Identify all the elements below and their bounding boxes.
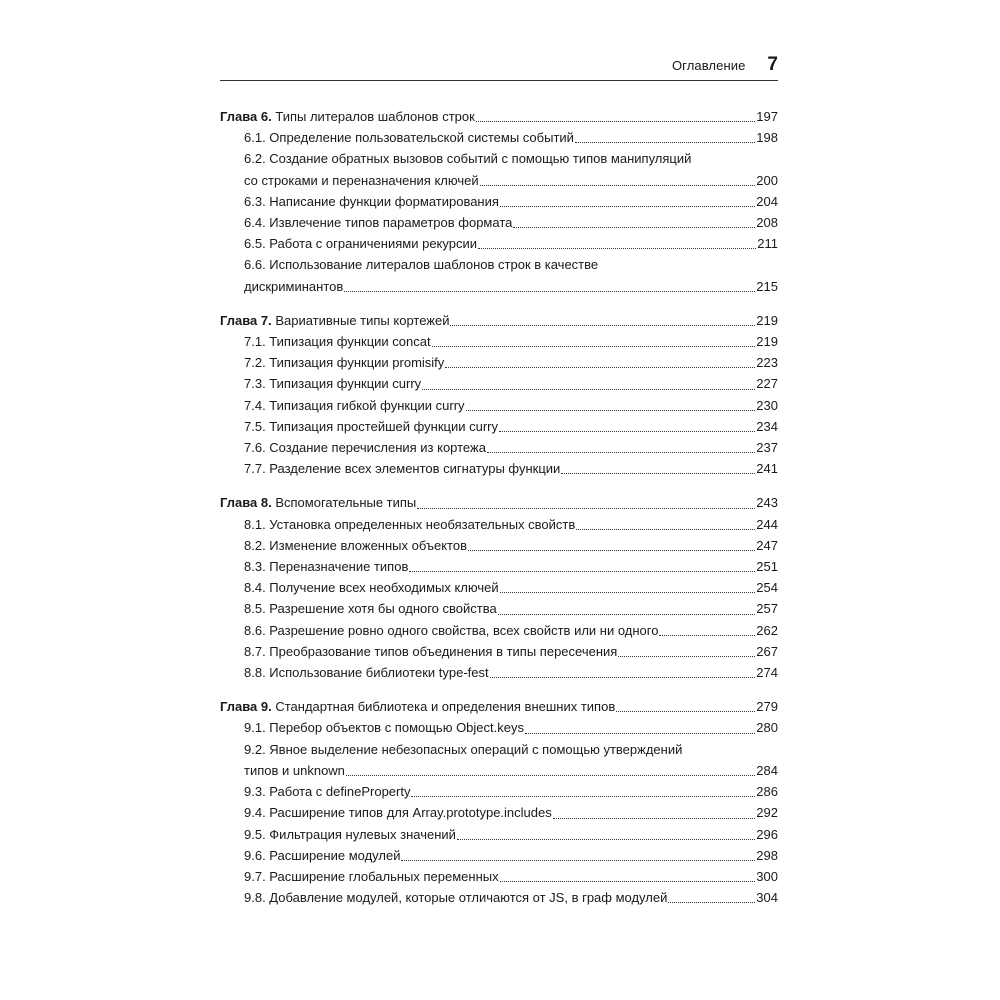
section-page: 257 xyxy=(756,601,778,617)
dot-leader xyxy=(422,388,755,390)
section-entry[interactable] xyxy=(220,641,778,662)
section-title: 8.6. Разрешение ровно одного свойства, всех свойств или ни одного xyxy=(244,622,659,638)
chapter-title: Типы литералов шаблонов строк xyxy=(275,109,475,124)
section-page: 219 xyxy=(756,334,778,350)
section-page: 254 xyxy=(756,580,778,596)
dot-leader xyxy=(476,120,755,122)
chapter-page: 279 xyxy=(756,699,778,715)
dot-leader xyxy=(480,184,756,186)
dot-leader xyxy=(490,676,756,678)
chapter-page: 243 xyxy=(756,495,778,511)
dot-leader xyxy=(659,634,755,636)
dot-leader xyxy=(575,141,755,143)
section-entry[interactable] xyxy=(220,620,778,641)
section-page: 198 xyxy=(756,130,778,146)
dot-leader xyxy=(668,901,755,903)
section-entry[interactable] xyxy=(220,331,778,352)
table-of-contents xyxy=(220,106,778,921)
chapter-block xyxy=(220,310,778,480)
section-page: 215 xyxy=(756,278,778,294)
section-entry[interactable] xyxy=(220,577,778,598)
section-title: 9.4. Расширение типов для Array.prototype.includes xyxy=(244,805,552,821)
section-page: 298 xyxy=(756,847,778,863)
chapter-block xyxy=(220,106,778,297)
section-page: 296 xyxy=(756,826,778,842)
section-entry[interactable] xyxy=(220,233,778,254)
section-title: 9.8. Добавление модулей, которые отличаются от JS, в граф модулей xyxy=(244,890,668,906)
section-title: 7.3. Типизация функции curry xyxy=(244,376,422,392)
section-entry[interactable] xyxy=(220,824,778,845)
dot-leader xyxy=(561,472,755,474)
dot-leader xyxy=(500,591,756,593)
section-entry[interactable] xyxy=(220,458,778,479)
dot-leader xyxy=(576,528,755,530)
section-entry[interactable] xyxy=(220,598,778,619)
section-entry[interactable] xyxy=(220,717,778,738)
section-title: 6.4. Извлечение типов параметров формата xyxy=(244,215,513,231)
section-page: 286 xyxy=(756,784,778,800)
section-title: 9.3. Работа с defineProperty xyxy=(244,784,411,800)
header-rule xyxy=(220,80,778,81)
section-title: 6.5. Работа с ограничениями рекурсии xyxy=(244,236,477,252)
section-entry[interactable] xyxy=(220,276,778,297)
dot-leader xyxy=(618,655,755,657)
section-entry[interactable] xyxy=(220,662,778,683)
chapter-label: Глава 6. xyxy=(220,109,272,124)
section-title: 9.1. Перебор объектов с помощью Object.keys xyxy=(244,720,524,736)
section-entry[interactable] xyxy=(220,170,778,191)
chapter-title-wrap xyxy=(220,310,449,331)
chapter-block xyxy=(220,696,778,908)
section-entry[interactable] xyxy=(220,127,778,148)
dot-leader xyxy=(344,290,755,292)
dot-leader xyxy=(417,507,755,509)
dot-leader xyxy=(498,613,756,615)
chapter-page: 219 xyxy=(756,312,778,328)
section-entry[interactable] xyxy=(220,352,778,373)
section-page: 284 xyxy=(756,762,778,778)
dot-leader xyxy=(409,570,755,572)
section-entry[interactable] xyxy=(220,373,778,394)
section-title: 8.1. Установка определенных необязательных свойств xyxy=(244,516,576,532)
section-entry[interactable] xyxy=(220,802,778,823)
section-page: 247 xyxy=(756,537,778,553)
dot-leader xyxy=(457,838,755,840)
chapter-entry[interactable] xyxy=(220,492,778,513)
section-title: 8.8. Использование библиотеки type-fest xyxy=(244,665,489,681)
page-number: 7 xyxy=(767,54,778,75)
dot-leader xyxy=(500,880,756,882)
dot-leader xyxy=(432,345,756,347)
section-page: 234 xyxy=(756,418,778,434)
section-title: 7.2. Типизация функции promisify xyxy=(244,355,445,371)
section-entry[interactable] xyxy=(220,437,778,458)
dot-leader xyxy=(346,774,755,776)
section-title: 7.5. Типизация простейшей функции curry xyxy=(244,418,498,434)
chapter-block xyxy=(220,492,778,683)
chapter-label: Глава 7. xyxy=(220,312,272,328)
section-entry[interactable] xyxy=(220,556,778,577)
dot-leader xyxy=(411,795,755,797)
section-page: 267 xyxy=(756,643,778,659)
section-title: 8.7. Преобразование типов объединения в типы пересечения xyxy=(244,643,618,659)
section-entry[interactable] xyxy=(220,395,778,416)
dot-leader xyxy=(553,817,756,819)
section-entry[interactable] xyxy=(220,535,778,556)
section-entry[interactable] xyxy=(220,887,778,908)
chapter-label: Глава 9. xyxy=(220,699,272,715)
section-title-line1[interactable]: 6.2. Создание обратных вызовов событий с помощью типов манипуляций xyxy=(244,151,692,167)
section-page: 227 xyxy=(756,376,778,392)
chapter-entry[interactable] xyxy=(220,106,778,127)
dot-leader xyxy=(525,732,755,734)
section-page: 200 xyxy=(756,172,778,188)
section-page: 208 xyxy=(756,215,778,231)
section-title: 7.6. Создание перечисления из кортежа xyxy=(244,440,486,456)
section-entry[interactable] xyxy=(220,212,778,233)
section-entry[interactable] xyxy=(220,514,778,535)
dot-leader xyxy=(487,451,755,453)
section-page: 237 xyxy=(756,440,778,456)
dot-leader xyxy=(468,549,755,551)
section-page: 262 xyxy=(756,622,778,638)
section-entry[interactable] xyxy=(220,760,778,781)
section-title: 8.4. Получение всех необходимых ключей xyxy=(244,580,499,596)
section-title: 7.4. Типизация гибкой функции curry xyxy=(244,397,465,413)
section-title: со строками и переназначения ключей xyxy=(244,172,479,188)
dot-leader xyxy=(616,710,755,712)
section-entry[interactable] xyxy=(220,866,778,887)
chapter-title: Вариативные типы кортежей xyxy=(275,312,450,328)
section-page: 274 xyxy=(756,665,778,681)
dot-leader xyxy=(499,430,755,432)
section-name: Оглавление xyxy=(671,58,746,73)
chapter-title-wrap xyxy=(220,106,475,127)
section-page: 204 xyxy=(756,193,778,209)
section-title: 7.7. Разделение всех элементов сигнатуры функции xyxy=(244,461,561,477)
section-page: 280 xyxy=(756,720,778,736)
section-page: 304 xyxy=(756,890,778,906)
section-title: 6.1. Определение пользовательской системы событий xyxy=(244,130,574,146)
chapter-entry[interactable] xyxy=(220,310,778,331)
section-title: 7.1. Типизация функции concat xyxy=(244,334,431,350)
dot-leader xyxy=(466,409,756,411)
section-title-line1[interactable]: 6.6. Использование литералов шаблонов строк в качестве xyxy=(244,257,599,273)
section-title: типов и unknown xyxy=(244,762,345,778)
section-page: 251 xyxy=(756,559,778,575)
section-title: 8.3. Переназначение типов xyxy=(244,559,409,575)
chapter-entry[interactable] xyxy=(220,696,778,717)
section-page: 223 xyxy=(756,355,778,371)
section-entry[interactable] xyxy=(220,416,778,437)
section-page: 230 xyxy=(756,397,778,413)
section-title: 9.7. Расширение глобальных переменных xyxy=(244,868,499,884)
dot-leader xyxy=(513,226,755,228)
section-title: 9.5. Фильтрация нулевых значений xyxy=(244,826,456,842)
dot-leader xyxy=(478,247,756,249)
dot-leader xyxy=(500,205,755,207)
dot-leader xyxy=(450,324,755,326)
section-entry[interactable] xyxy=(220,191,778,212)
dot-leader xyxy=(445,366,755,368)
section-title: дискриминантов xyxy=(244,278,344,294)
chapter-title: Стандартная библиотека и определения внешних типов xyxy=(275,699,616,715)
dot-leader xyxy=(401,859,755,861)
chapter-title-wrap xyxy=(220,696,615,717)
section-title: 8.5. Разрешение хотя бы одного свойства xyxy=(244,601,497,617)
section-page: 244 xyxy=(756,516,778,532)
chapter-page: 197 xyxy=(756,109,778,124)
section-page: 300 xyxy=(756,868,778,884)
running-header xyxy=(220,54,778,80)
section-page: 292 xyxy=(756,805,778,821)
section-title-line1[interactable]: 9.2. Явное выделение небезопасных операций с помощью утверждений xyxy=(244,741,683,757)
section-title: 6.3. Написание функции форматирования xyxy=(244,193,499,209)
chapter-title-wrap xyxy=(220,492,416,513)
chapter-label: Глава 8. xyxy=(220,495,272,511)
section-entry[interactable] xyxy=(220,781,778,802)
section-page: 241 xyxy=(756,461,778,477)
section-entry[interactable] xyxy=(220,845,778,866)
section-title: 9.6. Расширение модулей xyxy=(244,847,401,863)
section-title: 8.2. Изменение вложенных объектов xyxy=(244,537,467,553)
chapter-title: Вспомогательные типы xyxy=(275,495,417,511)
section-page: 211 xyxy=(757,236,778,252)
